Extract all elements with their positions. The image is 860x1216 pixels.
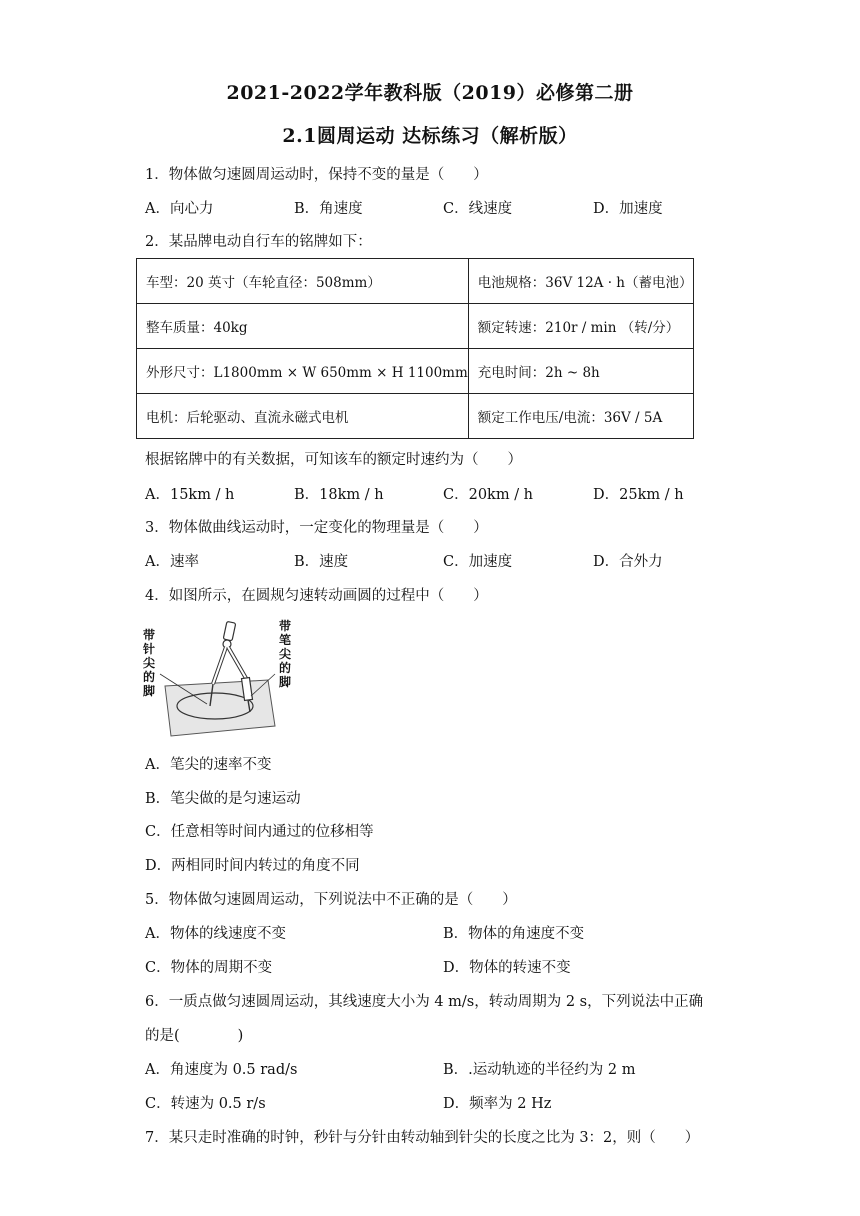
q2-option-d: D．25km / h [593,487,684,503]
q3-option-b: B．速度 [294,554,349,570]
q5-option-b: B．物体的角速度不变 [443,926,585,942]
table-row [137,304,694,349]
q3-option-d: D．合外力 [593,554,663,570]
q5-option-a: A．物体的线速度不变 [145,926,286,942]
q2-option-c: C．20km / h [443,487,534,503]
q4-option-b: B．笔尖做的是匀速运动 [145,791,301,807]
table-row [137,349,694,394]
question-3-stem: 3．物体做曲线运动时，一定变化的物理量是（ ） [145,520,488,536]
q4-option-a: A．笔尖的速率不变 [145,757,272,773]
question-5-stem: 5．物体做匀速圆周运动，下列说法中不正确的是（ ） [145,892,517,908]
q1-option-a: A．向心力 [145,201,214,217]
q5-option-d: D．物体的转速不变 [443,960,571,976]
q1-option-d: D．加速度 [593,201,663,217]
table-row [137,259,694,304]
needle-foot-label: 带针尖的脚 [143,628,156,698]
q6-option-c: C．转速为 0.5 r/s [145,1096,266,1112]
q4-option-c: C．任意相等时间内通过的位移相等 [145,824,374,840]
table-cell: 额定工作电压/电流：36V / 5A [468,394,693,439]
question-2-stem-2: 根据铭牌中的有关数据，可知该车的额定时速约为（ ） [145,452,522,468]
page-title-line-1: 2021-2022学年教科版（2019）必修第二册 [226,82,634,104]
q1-option-b: B．角速度 [294,201,363,217]
q3-option-a: A．速率 [145,554,199,570]
question-4-stem: 4．如图所示，在圆规匀速转动画圆的过程中（ ） [145,588,488,604]
compass-drawing [143,614,293,744]
spec-table [136,258,694,439]
q1-option-c: C．线速度 [443,201,513,217]
table-row [137,394,694,439]
q3-option-c: C．加速度 [443,554,513,570]
pen-foot-label: 带笔尖的脚 [279,619,292,689]
table-cell: 车型：20 英寸（车轮直径：508mm） [137,259,469,304]
q6-option-b: B．.运动轨迹的半径约为 2 m [443,1062,636,1078]
page-title-line-2: 2.1圆周运动 达标练习（解析版） [282,125,578,147]
question-1-stem: 1．物体做匀速圆周运动时，保持不变的量是（ ） [145,167,488,183]
table-cell: 电机：后轮驱动、直流永磁式电机 [137,394,469,439]
q2-option-b: B．18km / h [294,487,384,503]
table-cell: 额定转速：210r / min （转/分） [468,304,693,349]
question-2-stem: 2．某品牌电动自行车的铭牌如下： [145,234,372,250]
table-cell: 整车质量：40kg [137,304,469,349]
question-6-stem-2: 的是( ) [145,1028,244,1044]
q2-option-a: A．15km / h [145,487,235,503]
q6-option-a: A．角速度为 0.5 rad/s [145,1062,298,1078]
compass-figure [143,614,293,744]
question-7-stem: 7．某只走时准确的时钟，秒针与分针由转动轴到针尖的长度之比为 3：2，则（ ） [145,1130,700,1146]
q5-option-c: C．物体的周期不变 [145,960,273,976]
question-6-stem: 6．一质点做匀速圆周运动，其线速度大小为 4 m/s，转动周期为 2 s，下列说法中正确 [145,994,704,1010]
q4-option-d: D．两相同时间内转过的角度不同 [145,858,360,874]
table-cell: 电池规格：36V 12A · h（蓄电池） [468,259,693,304]
table-cell: 外形尺寸：L1800mm × W 650mm × H 1100mm [137,349,469,394]
table-cell: 充电时间：2h ~ 8h [468,349,693,394]
q6-option-d: D．频率为 2 Hz [443,1096,552,1112]
